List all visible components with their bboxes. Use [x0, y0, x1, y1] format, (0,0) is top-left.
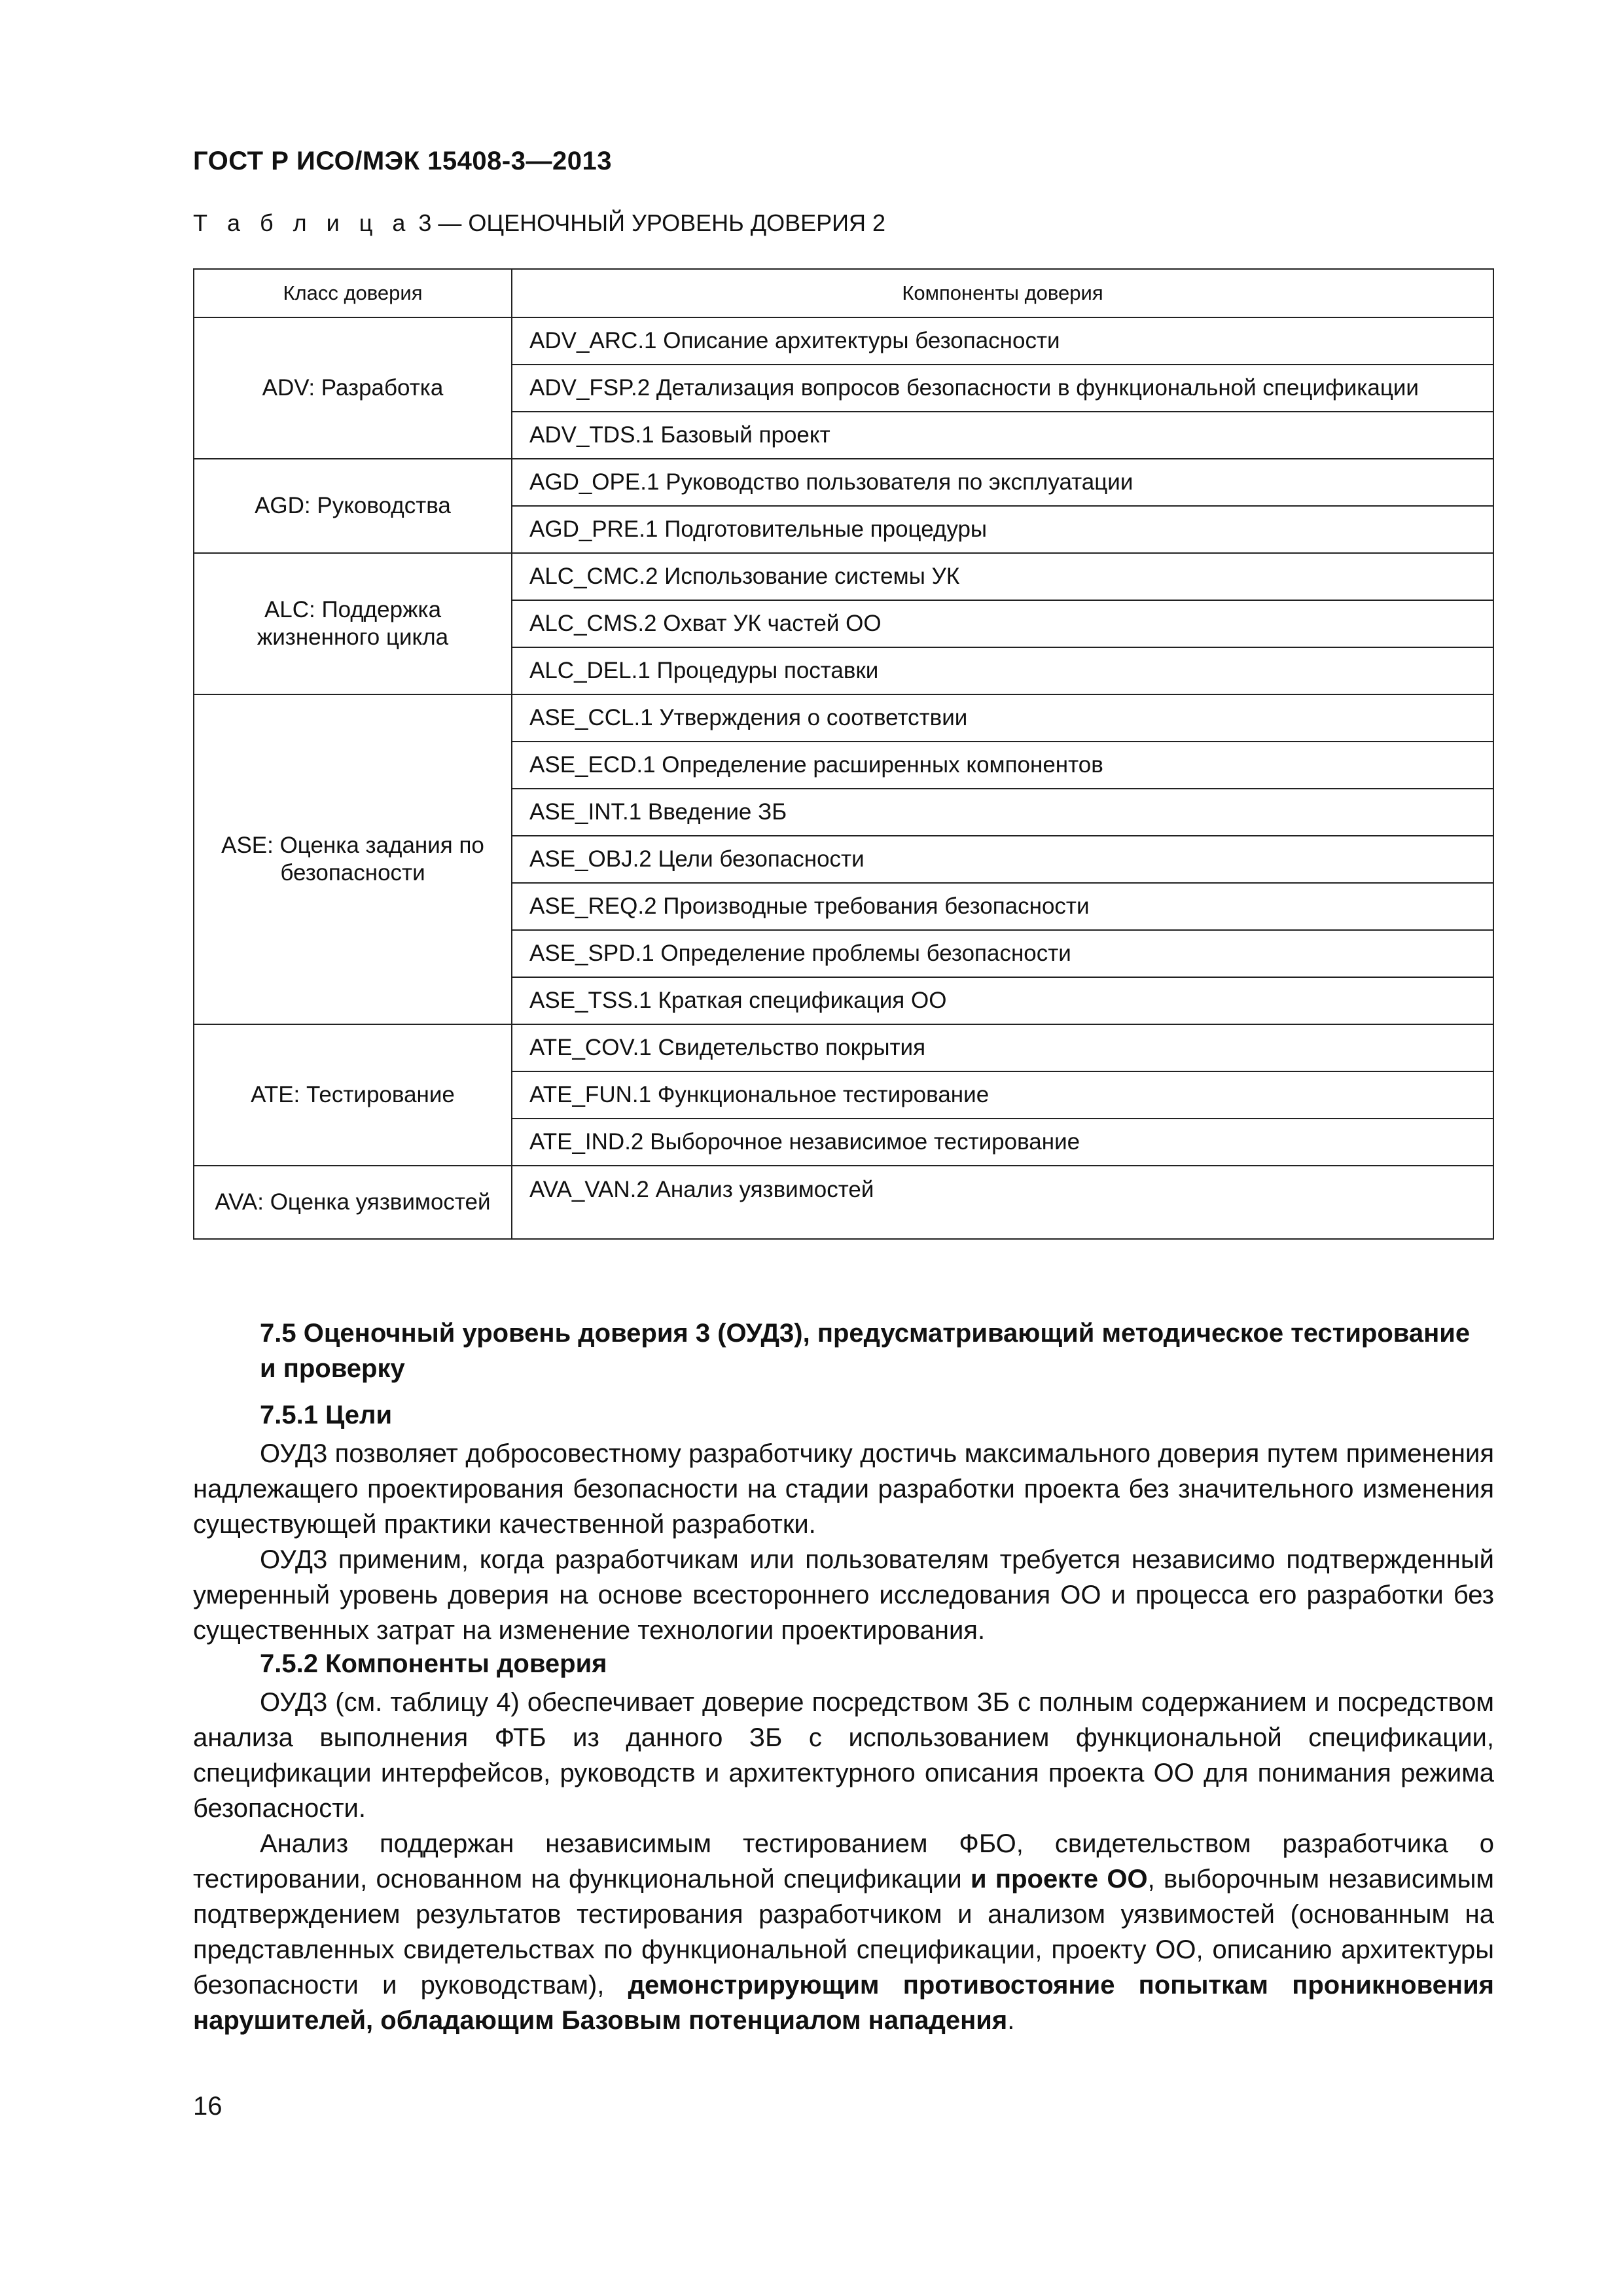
standard-header: ГОСТ Р ИСО/МЭК 15408-3—2013 [193, 147, 612, 175]
class-cell: ASE: Оценка задания по безопасности [194, 694, 512, 1024]
component-cell: ASE_SPD.1 Определение проблемы безопасности [512, 930, 1493, 977]
component-cell: ADV_TDS.1 Базовый проект [512, 412, 1493, 459]
paragraph: ОУД3 позволяет добросовестному разработчику достичь максимального доверия путем применения надлежащего проектирования безопасности на стадии разработки проекта без значительного изменения существующей практики качественной разработки. [193, 1439, 1494, 1539]
component-cell: ATE_COV.1 Свидетельство покрытия [512, 1024, 1493, 1071]
paragraph-bold-text: и проекте ОО [971, 1865, 1148, 1893]
component-cell: ATE_FUN.1 Функциональное тестирование [512, 1071, 1493, 1119]
component-cell: ASE_ECD.1 Определение расширенных компонентов [512, 742, 1493, 789]
component-cell: ASE_TSS.1 Краткая спецификация ОО [512, 977, 1493, 1024]
table-caption-label: Т а б л и ц а [193, 209, 412, 236]
component-cell: ADV_ARC.1 Описание архитектуры безопасности [512, 317, 1493, 365]
table-row [194, 317, 1493, 365]
table-row [194, 553, 1493, 600]
assurance-table [193, 268, 1494, 1240]
paragraph [193, 1826, 1494, 2038]
class-cell: ADV: Разработка [194, 317, 512, 459]
paragraph-text: . [1007, 2006, 1015, 2035]
page-number: 16 [193, 2092, 223, 2121]
paragraph: ОУД3 применим, когда разработчикам или пользователям требуется независимо подтвержденный умеренный уровень доверия на основе всестороннего исследования ОО и процесса его разработки без существенных затрат на изменение технологии проектирования. [193, 1545, 1494, 1645]
table-row [194, 1166, 1493, 1239]
column-header-components: Компоненты доверия [512, 269, 1493, 317]
component-cell: ASE_CCL.1 Утверждения о соответствии [512, 694, 1493, 742]
table-row [194, 1024, 1493, 1071]
paragraph-text: , выборочным независимым подтверждением результатов тестирования разработчиком и анализом уязвимостей (основанным на представленных свидетельствах по функциональной спецификации, проекту ОО, описанию архитектуры безопасности и руководствам), [193, 1865, 1494, 2000]
class-cell: AGD: Руководства [194, 459, 512, 553]
component-cell: ALC_CMS.2 Охват УК частей ОО [512, 600, 1493, 647]
component-cell: ALC_CMC.2 Использование системы УК [512, 553, 1493, 600]
table-header-row [194, 269, 1493, 317]
table-caption-text: 3 — ОЦЕНОЧНЫЙ УРОВЕНЬ ДОВЕРИЯ 2 [412, 209, 886, 236]
component-cell: AGD_OPE.1 Руководство пользователя по эксплуатации [512, 459, 1493, 506]
class-cell: AVA: Оценка уязвимостей [194, 1166, 512, 1239]
component-cell: ASE_INT.1 Введение ЗБ [512, 789, 1493, 836]
class-cell: ALC: Поддержка жизненного цикла [194, 553, 512, 694]
column-header-class: Класс доверия [194, 269, 512, 317]
component-cell: ASE_REQ.2 Производные требования безопасности [512, 883, 1493, 930]
subsection-title-components: 7.5.2 Компоненты доверия [260, 1649, 607, 1678]
class-cell: ATE: Тестирование [194, 1024, 512, 1166]
component-cell: ASE_OBJ.2 Цели безопасности [512, 836, 1493, 883]
component-cell: AGD_PRE.1 Подготовительные процедуры [512, 506, 1493, 553]
table-row [194, 459, 1493, 506]
section-title: 7.5 Оценочный уровень доверия 3 (ОУД3), предусматривающий методическое тестирование и проверку [260, 1319, 1471, 1383]
table-caption [193, 209, 885, 237]
component-cell: ATE_IND.2 Выборочное независимое тестирование [512, 1119, 1493, 1166]
subsection-title-goals: 7.5.1 Цели [260, 1401, 393, 1429]
paragraph-text: Анализ поддержан независимым тестированием ФБО, свидетельством разработчика о тестировании, основанном на функциональной спецификации [193, 1829, 1494, 1893]
table-row [194, 694, 1493, 742]
component-cell: AVA_VAN.2 Анализ уязвимостей [512, 1166, 1493, 1239]
component-cell: ALC_DEL.1 Процедуры поставки [512, 647, 1493, 694]
paragraph: ОУД3 (см. таблицу 4) обеспечивает доверие посредством ЗБ с полным содержанием и посредством анализа выполнения ФТБ из данного ЗБ с использованием функциональной спецификации, спецификации интерфейсов, руководств и архитектурного описания проекта ОО для понимания режима безопасности. [193, 1688, 1494, 1823]
component-cell: ADV_FSP.2 Детализация вопросов безопасности в функциональной спецификации [512, 365, 1493, 412]
paragraph-bold-text: демонстрирующим противостояние попыткам проникновения нарушителей, обладающим Базовым потенциалом нападения [193, 1971, 1494, 2035]
